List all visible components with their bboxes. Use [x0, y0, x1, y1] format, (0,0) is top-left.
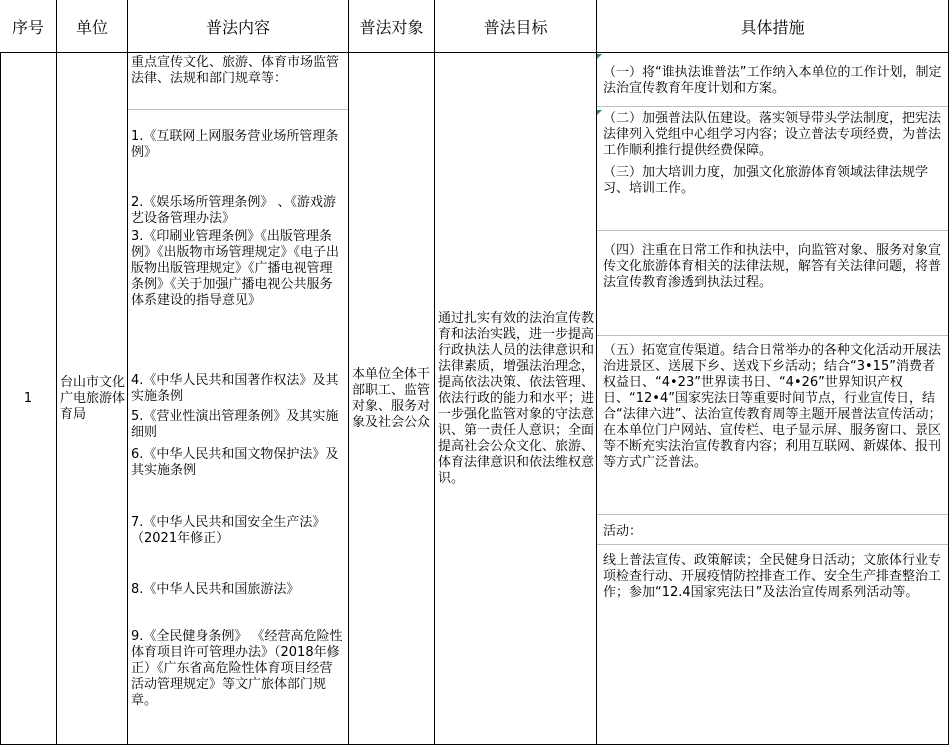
measures-divider — [597, 335, 948, 336]
goal-text: 通过扎实有效的法治宣传教育和法治实践，进一步提高行政执法人员的法律意识和法律素质，增强法治理念，提高依法决策、依法管理、依法行政的能力和水平；进一步强化监管对象的守法意识、第一责任人意识；全面提高社会公众文化、旅游、体育法律意识和依法维权意识。 — [438, 311, 594, 486]
unit-cell — [57, 53, 128, 745]
seq-value: 1 — [23, 391, 33, 406]
target-cell — [349, 53, 435, 745]
measure-item: （四）注重在日常工作和执法中，向监管对象、服务对象宣传文化旅游体育相关的法律法规，解答有关法律问题，将普法宣传教育渗透到执法过程。 — [603, 243, 942, 290]
header-measures: 具体措施 — [597, 0, 949, 53]
unit-text: 台山市文化广电旅游体育局 — [60, 375, 126, 422]
measures-divider — [597, 544, 948, 545]
cell-comment-marker — [597, 110, 602, 115]
goal-value — [438, 53, 594, 745]
measures-divider — [597, 230, 948, 231]
measures-divider — [597, 514, 948, 515]
content-item: 8.《中华人民共和国旅游法》 — [131, 582, 300, 597]
measure-item: （三）加大培训力度，加强文化旅游体育领域法律法规学习、培训工作。 — [603, 165, 929, 196]
unit-value — [60, 53, 126, 745]
content-item: 4.《中华人民共和国著作权法》及其实施条例 — [131, 373, 339, 404]
measure-item: （五）拓宽宣传渠道。结合日常举办的各种文化活动开展法治进景区、送展下乡、送戏下乡活动；结合“3•15”消费者权益日、“4•23”世界读书日、“4•26”世界知识产权日、“12•4”国家宪法日等重要时间节点，行业宣传日，结合“法律六进”、法治宣传教育周等主题开展普法宣传活动；在本单位门户网站、宣传栏、电子显示屏、服务窗口、景区等不断充实法治宣传教育内容；利用互联网、新媒体、报刊等方式广泛普法。 — [603, 343, 942, 470]
goal-cell — [435, 53, 597, 745]
measures-cell — [597, 53, 949, 745]
measure-item: （二）加强普法队伍建设。落实领导带头学法制度，把宪法法律列入党组中心组学习内容；设立普法专项经费，为普法工作顺利推行提供经费保障。 — [603, 111, 942, 158]
seq-cell — [0, 53, 57, 745]
header-target: 普法对象 — [349, 0, 435, 53]
cell-comment-marker — [597, 54, 602, 59]
content-item: 3.《印刷业管理条例》《出版管理条例》《出版物市场管理规定》《电子出版物出版管理规定》《广播电视管理条例》《关于加强广播电视公共服务体系建设的指导意见》 — [131, 229, 340, 308]
content-item: 2.《娱乐场所管理条例》 、《游戏游艺设备管理办法》 — [131, 195, 337, 226]
content-intro: 重点宣传文化、旅游、体育市场监管法律、法规和部门规章等： — [131, 55, 340, 86]
content-item: 6.《中华人民共和国文物保护法》及其实施条例 — [131, 447, 339, 478]
content-item: 9.《全民健身条例》 《经营高危险性体育项目许可管理办法》（2018年修正）《广东省高危险性体育项目经营活动管理规定》等文广旅体部门规章。 — [131, 629, 343, 708]
target-value — [352, 53, 432, 745]
header-content: 普法内容 — [128, 0, 349, 53]
target-text: 本单位全体干部职工、监管对象、服务对象及社会公众 — [352, 367, 431, 430]
content-divider — [128, 109, 348, 110]
content-item: 7.《中华人民共和国安全生产法》（2021年修正） — [131, 515, 326, 546]
content-item: 5.《营业性演出管理条例》及其实施细则 — [131, 409, 339, 440]
header-seq: 序号 — [0, 0, 57, 53]
measure-item: （一）将“谁执法谁普法”工作纳入本单位的工作计划，制定法治宣传教育年度计划和方案。 — [603, 65, 942, 96]
content-item: 1.《互联网上网服务营业场所管理条例》 — [131, 129, 339, 160]
header-unit: 单位 — [57, 0, 128, 53]
content-cell — [128, 53, 349, 745]
measure-activity-list: 线上普法宣传、政策解读；全民健身日活动；文旅体行业专项检查行动、开展疫情防控排查工作、安全生产排查整治工作；参加“12.4国家宪法日”及法治宣传周系列活动等。 — [603, 553, 942, 600]
measures-divider — [597, 106, 948, 107]
header-goal: 普法目标 — [435, 0, 597, 53]
measure-activity-label: 活动： — [603, 524, 643, 539]
